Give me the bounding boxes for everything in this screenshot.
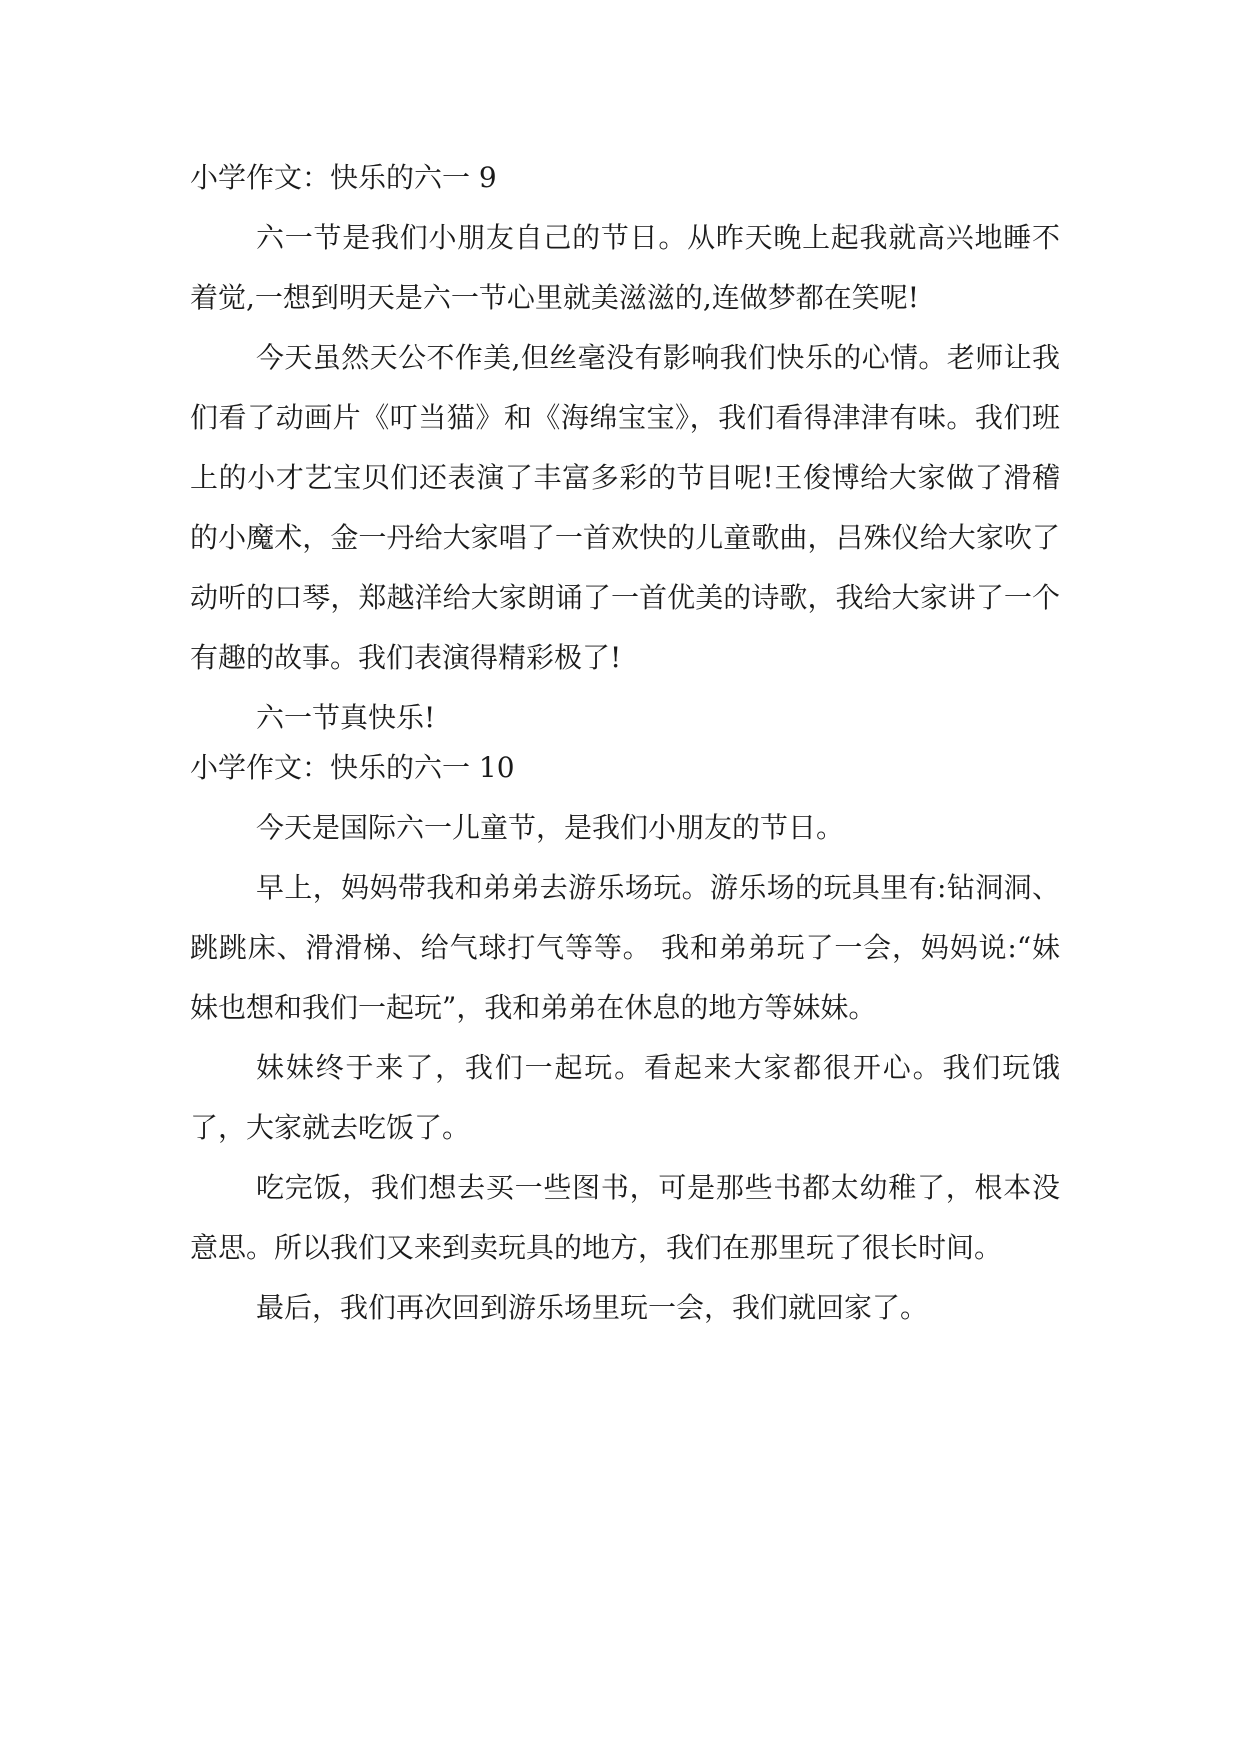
paragraph: 早上，妈妈带我和弟弟去游乐场玩。游乐场的玩具里有:钻洞洞、跳跳床、滑滑梯、给气球打气等等。 我和弟弟玩了一会，妈妈说:“妹妹也想和我们一起玩”，我和弟弟在休息的地方等妹妹。: [190, 871, 1060, 1024]
paragraph: 今天虽然天公不作美,但丝毫没有影响我们快乐的心情。老师让我们看了动画片《叮当猫》和《海绵宝宝》，我们看得津津有味。我们班上的小才艺宝贝们还表演了丰富多彩的节目呢!王俊博给大家做了滑稽的小魔术，金一丹给大家唱了一首欢快的儿童歌曲，吕殊仪给大家吹了动听的口琴，郑越洋给大家朗诵了一首优美的诗歌，我给大家讲了一个有趣的故事。我们表演得精彩极了!: [190, 341, 1060, 674]
document-body: [190, 158, 1060, 1338]
essay-10: [190, 748, 1060, 1338]
essay-title: 小学作文：快乐的六一 9: [190, 161, 497, 194]
paragraph: 吃完饭，我们想去买一些图书，可是那些书都太幼稚了，根本没意思。所以我们又来到卖玩具的地方，我们在那里玩了很长时间。: [190, 1171, 1060, 1264]
paragraph: 六一节是我们小朋友自己的节日。从昨天晚上起我就高兴地睡不着觉,一想到明天是六一节心里就美滋滋的,连做梦都在笑呢!: [190, 221, 1060, 314]
paragraph: 妹妹终于来了，我们一起玩。看起来大家都很开心。我们玩饿了，大家就去吃饭了。: [190, 1051, 1060, 1144]
paragraph: 最后，我们再次回到游乐场里玩一会，我们就回家了。: [256, 1291, 929, 1324]
paragraph: 六一节真快乐!: [256, 701, 436, 734]
paragraph: 今天是国际六一儿童节，是我们小朋友的节日。: [256, 811, 845, 844]
essay-title: 小学作文：快乐的六一 10: [190, 751, 515, 784]
essay-9: [190, 158, 1060, 748]
